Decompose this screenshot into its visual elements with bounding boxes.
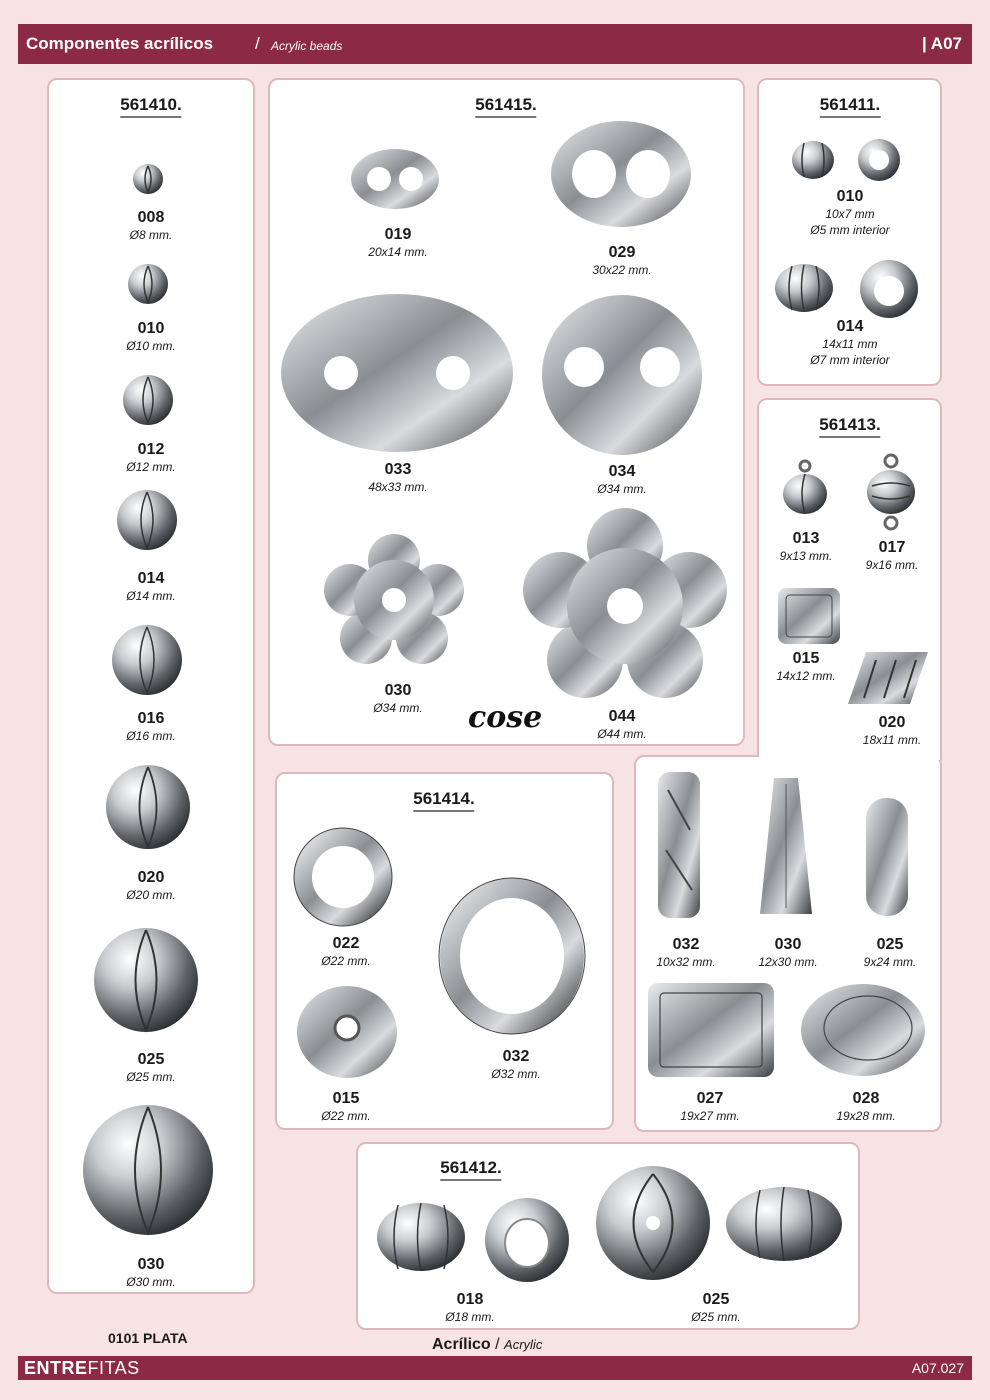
- page-number: A07.027: [911, 1360, 964, 1376]
- round-bead-icon: [103, 762, 193, 852]
- product-item: 017 9x16 mm.: [865, 539, 919, 572]
- product-item: 020 18x11 mm.: [862, 714, 922, 747]
- flower-bead-icon: [521, 506, 729, 702]
- tube-bead-icon: [654, 770, 704, 920]
- group-ref: 561411.: [820, 95, 881, 118]
- product-item: 014 14x11 mm Ø7 mm interior: [810, 318, 890, 367]
- product-item: 022 Ø22 mm.: [321, 935, 371, 968]
- product-item: 030 Ø30 mm.: [126, 1256, 176, 1289]
- product-item: 025 Ø25 mm.: [691, 1291, 741, 1324]
- product-item: 025 9x24 mm.: [863, 936, 917, 969]
- square-bead-icon: [776, 586, 842, 646]
- product-item: 030 Ø34 mm.: [373, 682, 423, 715]
- product-item: 014 Ø14 mm.: [126, 570, 176, 603]
- color-label: 0101 PLATA: [108, 1330, 188, 1346]
- material-separator: /: [495, 1336, 500, 1353]
- barrel-bead-icon: [374, 1200, 468, 1274]
- round-bead-icon: [130, 161, 166, 197]
- diagonal-bead-icon: [846, 650, 930, 706]
- page-subtitle: Acrylic beads: [271, 39, 343, 53]
- round-two-hole-button-icon: [540, 293, 704, 457]
- round-bead-icon: [109, 622, 185, 698]
- material-en: Acrylic: [504, 1337, 543, 1352]
- product-item: 020 Ø20 mm.: [126, 869, 176, 902]
- group-ref: 561410.: [120, 95, 181, 118]
- product-item: 033 48x33 mm.: [368, 461, 428, 494]
- ring-bead-icon: [292, 826, 394, 928]
- product-item: 027 19x27 mm.: [680, 1090, 740, 1123]
- oval-two-hole-button-icon: [279, 292, 515, 454]
- round-bead-icon: [114, 487, 180, 553]
- round-bead-icon: [120, 372, 176, 428]
- oval-bead-icon: [798, 980, 928, 1080]
- section-code: | A07: [921, 34, 962, 53]
- eye-bead-icon: [594, 1164, 712, 1282]
- panel-joint: [759, 750, 940, 760]
- product-item: 030 12x30 mm.: [758, 936, 818, 969]
- connector-bead-icon: [864, 452, 918, 532]
- ring-bead-icon: [437, 876, 587, 1036]
- title-separator: /: [255, 34, 260, 53]
- round-bead-icon: [125, 261, 171, 307]
- drop-bead-icon: [780, 458, 830, 516]
- oval-two-hole-bead-icon: [349, 146, 441, 212]
- product-item: 015 Ø22 mm.: [321, 1090, 371, 1123]
- material-es: Acrílico: [432, 1336, 491, 1353]
- product-item: 029 30x22 mm.: [592, 244, 652, 277]
- rectangle-bead-icon: [646, 981, 776, 1079]
- ring-bead-icon: [858, 258, 920, 320]
- group-ref: 561415.: [475, 95, 536, 118]
- page-title: Componentes acrílicos: [26, 34, 214, 53]
- product-item: 019 20x14 mm.: [368, 226, 428, 259]
- product-item: 032 Ø32 mm.: [491, 1048, 541, 1081]
- material-label: [432, 1336, 542, 1354]
- product-item: 012 Ø12 mm.: [126, 441, 176, 474]
- product-item: 015 14x12 mm.: [776, 650, 836, 683]
- ring-bead-icon: [482, 1195, 572, 1285]
- barrel-bead-icon: [724, 1184, 844, 1264]
- cose-logo: cose: [468, 700, 543, 735]
- product-item: 016 Ø16 mm.: [126, 710, 176, 743]
- group-ref: 561414.: [413, 789, 474, 812]
- product-item: 032 10x32 mm.: [656, 936, 716, 969]
- barrel-bead-icon: [773, 262, 835, 314]
- product-item: 025 Ø25 mm.: [126, 1051, 176, 1084]
- oval-two-hole-bead-icon: [548, 118, 694, 230]
- product-item: 028 19x28 mm.: [836, 1090, 896, 1123]
- product-item: 013 9x13 mm.: [779, 530, 833, 563]
- product-item: 010 Ø10 mm.: [126, 320, 176, 353]
- footer-bar: [18, 1356, 972, 1380]
- product-item: 008 Ø8 mm.: [129, 209, 173, 242]
- round-bead-icon: [80, 1102, 216, 1238]
- flower-bead-icon: [322, 532, 466, 666]
- cone-bead-icon: [758, 776, 814, 918]
- brand-logo: ENTREFITAS: [24, 1358, 140, 1378]
- disc-bead-icon: [295, 983, 399, 1081]
- product-item: 034 Ø34 mm.: [597, 463, 647, 496]
- group-ref: 561413.: [819, 415, 880, 438]
- product-item: 044 Ø44 mm.: [597, 708, 647, 741]
- ring-bead-icon: [856, 137, 902, 183]
- round-bead-icon: [91, 925, 201, 1035]
- tube-bead-icon: [862, 796, 912, 918]
- product-item: 018 Ø18 mm.: [445, 1291, 495, 1324]
- product-item: 010 10x7 mm Ø5 mm interior: [810, 188, 890, 237]
- group-ref: 561412.: [440, 1158, 501, 1181]
- header-bar: [18, 24, 972, 64]
- barrel-bead-icon: [790, 139, 836, 181]
